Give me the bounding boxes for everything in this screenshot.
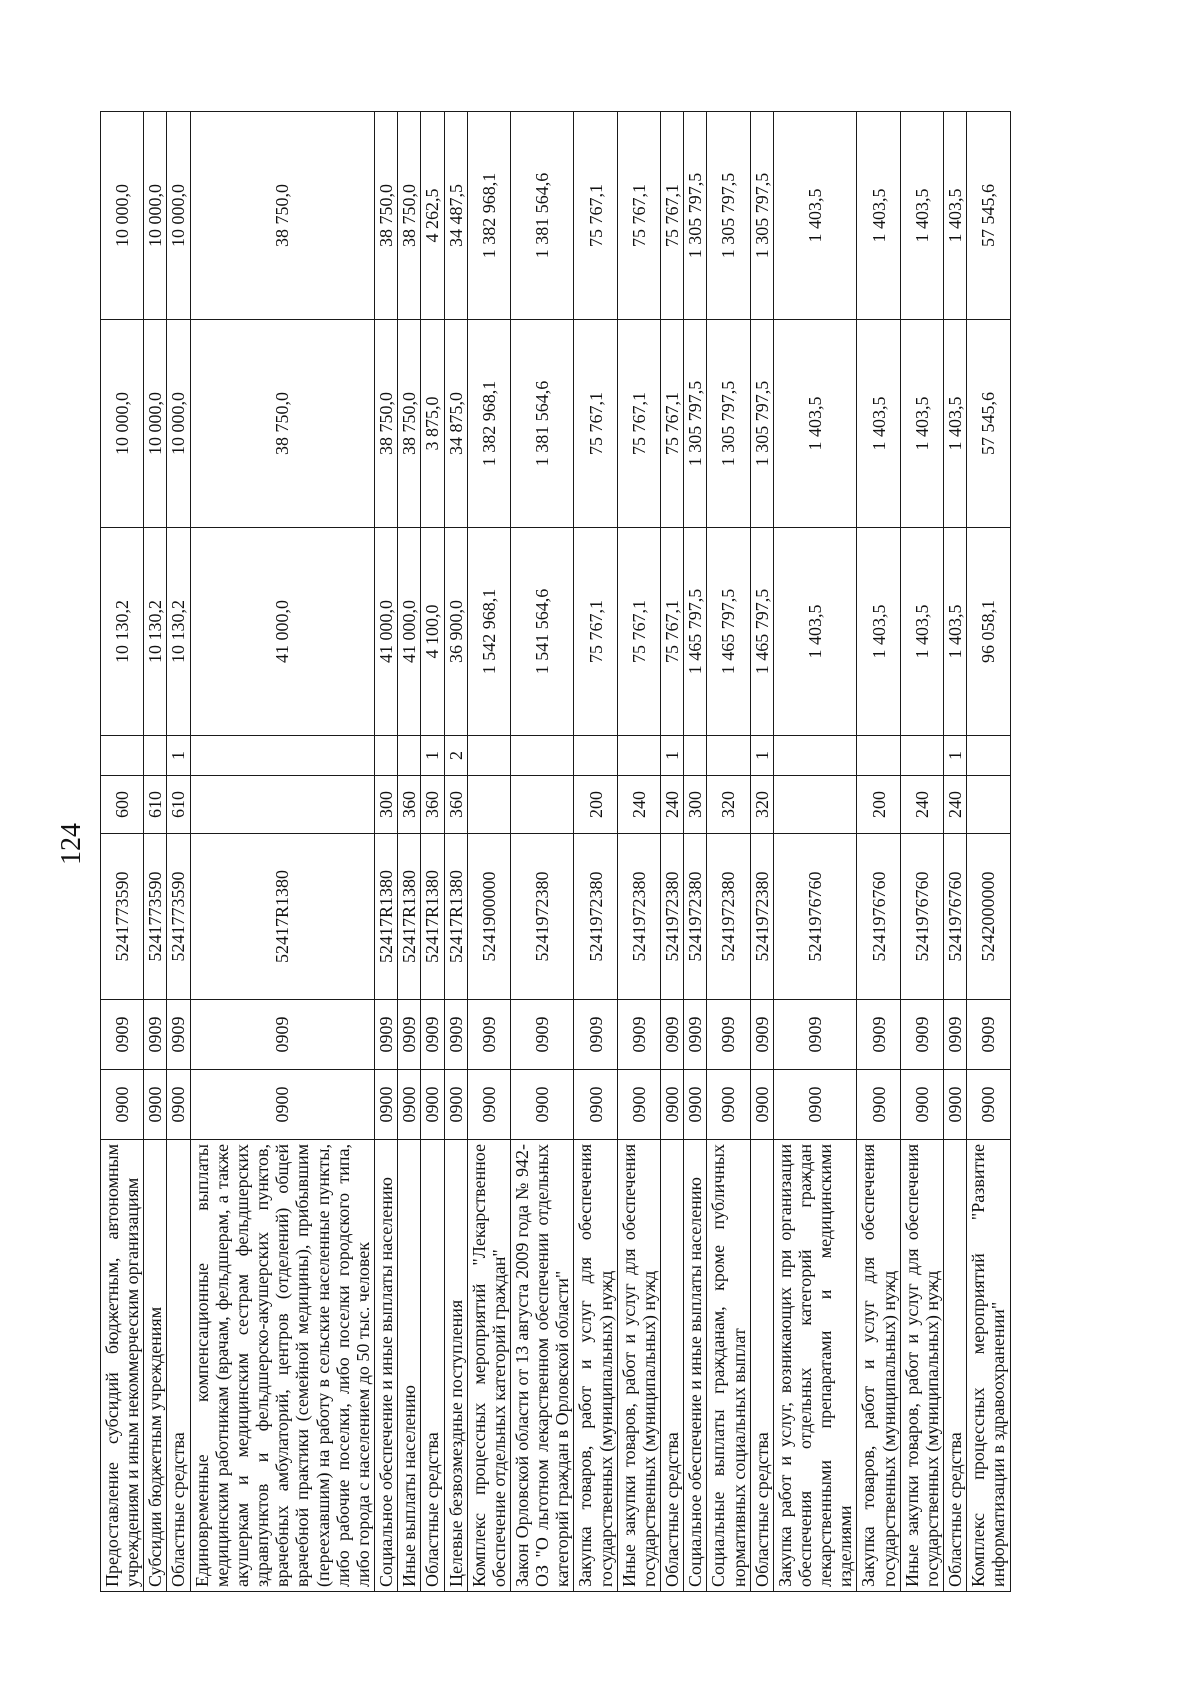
- expense-type-code-cell: 360: [444, 776, 467, 834]
- funding-source-cell: [467, 736, 510, 776]
- amount-year3-cell: 10 000,0: [144, 112, 167, 320]
- table-row: [661, 112, 684, 1592]
- row-name-cell: Закупка товаров, работ и услуг для обеспечения государственных (муниципальных) нужд: [857, 1140, 900, 1592]
- section-code-cell: 0900: [661, 1070, 684, 1140]
- expense-type-code-cell: 610: [144, 776, 167, 834]
- expense-type-code-cell: 200: [574, 776, 617, 834]
- amount-year3-cell: 4 262,5: [421, 112, 444, 320]
- expense-type-code-cell: 300: [375, 776, 398, 834]
- amount-year3-cell: 1 305 797,5: [684, 112, 707, 320]
- target-item-code-cell: 5241773590: [167, 834, 190, 1000]
- target-item-code-cell: 5241976760: [773, 834, 857, 1000]
- section-code-cell: 0900: [617, 1070, 660, 1140]
- table-row: [144, 112, 167, 1592]
- subsection-code-cell: 0909: [375, 1000, 398, 1070]
- expense-type-code-cell: [190, 776, 374, 834]
- section-code-cell: 0900: [190, 1070, 374, 1140]
- amount-year2-cell: 10 000,0: [101, 320, 144, 528]
- target-item-code-cell: 52417R1380: [444, 834, 467, 1000]
- subsection-code-cell: 0909: [101, 1000, 144, 1070]
- expense-type-code-cell: 240: [617, 776, 660, 834]
- target-item-code-cell: 52417R1380: [421, 834, 444, 1000]
- amount-year3-cell: 1 381 564,6: [510, 112, 573, 320]
- page-number: 124: [56, 823, 87, 865]
- row-name-cell: Предоставление субсидий бюджетным, автономным учреждениям и иным некоммерческим организациям: [101, 1140, 144, 1592]
- section-code-cell: 0900: [574, 1070, 617, 1140]
- subsection-code-cell: 0909: [398, 1000, 421, 1070]
- amount-year3-cell: 1 403,5: [900, 112, 943, 320]
- section-code-cell: 0900: [444, 1070, 467, 1140]
- target-item-code-cell: 5241972380: [684, 834, 707, 1000]
- section-code-cell: 0900: [967, 1070, 1010, 1140]
- amount-year1-cell: 36 900,0: [444, 528, 467, 736]
- target-item-code-cell: 5241976760: [944, 834, 967, 1000]
- funding-source-cell: [967, 736, 1010, 776]
- row-name-cell: Иные закупки товаров, работ и услуг для обеспечения государственных (муниципальных) нужд: [900, 1140, 943, 1592]
- target-item-code-cell: 5241972380: [750, 834, 773, 1000]
- row-name-cell: Субсидии бюджетным учреждениям: [144, 1140, 167, 1592]
- row-name-cell: Единовременные компенсационные выплаты медицинским работникам (врачам, фельдшерам, а также акушеркам и медицинским сестрам фельдшерских здравпунктов и фельдшерско-акушерских пунктов, врачебных амбулаторий, центров (отделений) общей врачебной практики (семейной медицины), прибывшим (переехавшим) на работу в сельские населенные пункты, либо рабочие поселки, либо поселки городского типа, либо города с населением до 50 тыс. человек: [190, 1140, 374, 1592]
- expense-type-code-cell: 320: [750, 776, 773, 834]
- row-name-cell: Закон Орловской области от 13 августа 2009 года № 942-ОЗ "О льготном лекарственном обеспечении отдельных категорий граждан в Орловской области": [510, 1140, 573, 1592]
- funding-source-cell: [375, 736, 398, 776]
- section-code-cell: 0900: [398, 1070, 421, 1140]
- funding-source-cell: 1: [750, 736, 773, 776]
- table-row: [750, 112, 773, 1592]
- amount-year3-cell: 1 403,5: [773, 112, 857, 320]
- table-row: [617, 112, 660, 1592]
- amount-year1-cell: 75 767,1: [661, 528, 684, 736]
- amount-year2-cell: 75 767,1: [661, 320, 684, 528]
- subsection-code-cell: 0909: [510, 1000, 573, 1070]
- row-name-cell: Социальное обеспечение и иные выплаты населению: [375, 1140, 398, 1592]
- table-row: [574, 112, 617, 1592]
- amount-year1-cell: 41 000,0: [190, 528, 374, 736]
- target-item-code-cell: 5241976760: [900, 834, 943, 1000]
- section-code-cell: 0900: [167, 1070, 190, 1140]
- subsection-code-cell: 0909: [857, 1000, 900, 1070]
- target-item-code-cell: 5241972380: [617, 834, 660, 1000]
- amount-year3-cell: 10 000,0: [167, 112, 190, 320]
- row-name-cell: Областные средства: [167, 1140, 190, 1592]
- expense-type-code-cell: 320: [707, 776, 750, 834]
- section-code-cell: 0900: [900, 1070, 943, 1140]
- subsection-code-cell: 0909: [707, 1000, 750, 1070]
- amount-year3-cell: 75 767,1: [574, 112, 617, 320]
- amount-year2-cell: 75 767,1: [574, 320, 617, 528]
- subsection-code-cell: 0909: [944, 1000, 967, 1070]
- funding-source-cell: [684, 736, 707, 776]
- amount-year1-cell: 4 100,0: [421, 528, 444, 736]
- section-code-cell: 0900: [773, 1070, 857, 1140]
- funding-source-cell: 1: [167, 736, 190, 776]
- target-item-code-cell: 5241972380: [574, 834, 617, 1000]
- row-name-cell: Закупка товаров, работ и услуг для обеспечения государственных (муниципальных) нужд: [574, 1140, 617, 1592]
- target-item-code-cell: 5241773590: [144, 834, 167, 1000]
- amount-year1-cell: 75 767,1: [574, 528, 617, 736]
- expense-type-code-cell: [510, 776, 573, 834]
- amount-year1-cell: 10 130,2: [144, 528, 167, 736]
- amount-year3-cell: 1 382 968,1: [467, 112, 510, 320]
- expense-type-code-cell: 360: [398, 776, 421, 834]
- table-row: [857, 112, 900, 1592]
- section-code-cell: 0900: [101, 1070, 144, 1140]
- expense-type-code-cell: 300: [684, 776, 707, 834]
- amount-year2-cell: 1 403,5: [900, 320, 943, 528]
- amount-year2-cell: 10 000,0: [167, 320, 190, 528]
- amount-year2-cell: 1 381 564,6: [510, 320, 573, 528]
- amount-year1-cell: 1 465 797,5: [707, 528, 750, 736]
- target-item-code-cell: 5241773590: [101, 834, 144, 1000]
- funding-source-cell: 2: [444, 736, 467, 776]
- subsection-code-cell: 0909: [167, 1000, 190, 1070]
- amount-year1-cell: 1 542 968,1: [467, 528, 510, 736]
- subsection-code-cell: 0909: [617, 1000, 660, 1070]
- amount-year3-cell: 10 000,0: [101, 112, 144, 320]
- subsection-code-cell: 0909: [190, 1000, 374, 1070]
- amount-year1-cell: 1 403,5: [773, 528, 857, 736]
- subsection-code-cell: 0909: [900, 1000, 943, 1070]
- amount-year3-cell: 1 403,5: [857, 112, 900, 320]
- funding-source-cell: [190, 736, 374, 776]
- expense-type-code-cell: 240: [661, 776, 684, 834]
- amount-year2-cell: 1 403,5: [773, 320, 857, 528]
- amount-year3-cell: 38 750,0: [398, 112, 421, 320]
- table-row: [444, 112, 467, 1592]
- subsection-code-cell: 0909: [144, 1000, 167, 1070]
- expense-type-code-cell: 600: [101, 776, 144, 834]
- row-name-cell: Областные средства: [421, 1140, 444, 1592]
- amount-year2-cell: 1 403,5: [944, 320, 967, 528]
- amount-year3-cell: 57 545,6: [967, 112, 1010, 320]
- table-row: [398, 112, 421, 1592]
- subsection-code-cell: 0909: [684, 1000, 707, 1070]
- amount-year2-cell: 38 750,0: [375, 320, 398, 528]
- expense-type-code-cell: 200: [857, 776, 900, 834]
- amount-year1-cell: 75 767,1: [617, 528, 660, 736]
- table-row: [773, 112, 857, 1592]
- section-code-cell: 0900: [421, 1070, 444, 1140]
- amount-year1-cell: 10 130,2: [167, 528, 190, 736]
- table-row: [967, 112, 1010, 1592]
- section-code-cell: 0900: [510, 1070, 573, 1140]
- amount-year2-cell: 1 305 797,5: [684, 320, 707, 528]
- expense-type-code-cell: 240: [900, 776, 943, 834]
- amount-year2-cell: 1 305 797,5: [707, 320, 750, 528]
- amount-year1-cell: 41 000,0: [398, 528, 421, 736]
- amount-year1-cell: 96 058,1: [967, 528, 1010, 736]
- amount-year1-cell: 1 403,5: [900, 528, 943, 736]
- funding-source-cell: [773, 736, 857, 776]
- target-item-code-cell: 5241972380: [661, 834, 684, 1000]
- amount-year1-cell: 1 465 797,5: [750, 528, 773, 736]
- row-name-cell: Областные средства: [661, 1140, 684, 1592]
- table-row: [944, 112, 967, 1592]
- funding-source-cell: [857, 736, 900, 776]
- amount-year3-cell: 75 767,1: [661, 112, 684, 320]
- rotated-table-container: [100, 112, 1180, 1592]
- amount-year2-cell: 57 545,6: [967, 320, 1010, 528]
- funding-source-cell: [510, 736, 573, 776]
- amount-year2-cell: 38 750,0: [190, 320, 374, 528]
- subsection-code-cell: 0909: [574, 1000, 617, 1070]
- section-code-cell: 0900: [707, 1070, 750, 1140]
- expense-type-code-cell: 610: [167, 776, 190, 834]
- subsection-code-cell: 0909: [773, 1000, 857, 1070]
- row-name-cell: Закупка работ и услуг, возникающих при организации обеспечения отдельных категорий граждан лекарственными препаратами и медицинскими изделиями: [773, 1140, 857, 1592]
- amount-year3-cell: 38 750,0: [190, 112, 374, 320]
- expense-type-code-cell: [467, 776, 510, 834]
- funding-source-cell: [398, 736, 421, 776]
- amount-year2-cell: 1 403,5: [857, 320, 900, 528]
- section-code-cell: 0900: [144, 1070, 167, 1140]
- amount-year2-cell: 3 875,0: [421, 320, 444, 528]
- subsection-code-cell: 0909: [967, 1000, 1010, 1070]
- amount-year3-cell: 38 750,0: [375, 112, 398, 320]
- section-code-cell: 0900: [684, 1070, 707, 1140]
- section-code-cell: 0900: [857, 1070, 900, 1140]
- section-code-cell: 0900: [944, 1070, 967, 1140]
- row-name-cell: Комплекс процессных мероприятий "Развитие информатизации в здравоохранении": [967, 1140, 1010, 1592]
- amount-year1-cell: 1 541 564,6: [510, 528, 573, 736]
- amount-year3-cell: 75 767,1: [617, 112, 660, 320]
- expense-type-code-cell: [967, 776, 1010, 834]
- target-item-code-cell: 52417R1380: [190, 834, 374, 1000]
- amount-year3-cell: 1 403,5: [944, 112, 967, 320]
- target-item-code-cell: 52417R1380: [375, 834, 398, 1000]
- funding-source-cell: [144, 736, 167, 776]
- funding-source-cell: 1: [944, 736, 967, 776]
- amount-year2-cell: 38 750,0: [398, 320, 421, 528]
- section-code-cell: 0900: [467, 1070, 510, 1140]
- amount-year3-cell: 1 305 797,5: [750, 112, 773, 320]
- amount-year2-cell: 1 305 797,5: [750, 320, 773, 528]
- target-item-code-cell: 52417R1380: [398, 834, 421, 1000]
- expense-type-code-cell: 240: [944, 776, 967, 834]
- table-row: [684, 112, 707, 1592]
- row-name-cell: Социальные выплаты гражданам, кроме публичных нормативных социальных выплат: [707, 1140, 750, 1592]
- target-item-code-cell: 5241900000: [467, 834, 510, 1000]
- amount-year3-cell: 1 305 797,5: [707, 112, 750, 320]
- table-row: [167, 112, 190, 1592]
- amount-year1-cell: 1 465 797,5: [684, 528, 707, 736]
- row-name-cell: Иные закупки товаров, работ и услуг для обеспечения государственных (муниципальных) нужд: [617, 1140, 660, 1592]
- funding-source-cell: [101, 736, 144, 776]
- budget-table: [100, 111, 1011, 1592]
- subsection-code-cell: 0909: [750, 1000, 773, 1070]
- row-name-cell: Социальное обеспечение и иные выплаты населению: [684, 1140, 707, 1592]
- amount-year1-cell: 1 403,5: [857, 528, 900, 736]
- expense-type-code-cell: 360: [421, 776, 444, 834]
- target-item-code-cell: 5242000000: [967, 834, 1010, 1000]
- amount-year2-cell: 34 875,0: [444, 320, 467, 528]
- expense-type-code-cell: [773, 776, 857, 834]
- amount-year2-cell: 75 767,1: [617, 320, 660, 528]
- section-code-cell: 0900: [375, 1070, 398, 1140]
- table-row: [190, 112, 374, 1592]
- subsection-code-cell: 0909: [421, 1000, 444, 1070]
- row-name-cell: Комплекс процессных мероприятий "Лекарственное обеспечение отдельных категорий граждан": [467, 1140, 510, 1592]
- section-code-cell: 0900: [750, 1070, 773, 1140]
- amount-year1-cell: 41 000,0: [375, 528, 398, 736]
- row-name-cell: Областные средства: [750, 1140, 773, 1592]
- funding-source-cell: [900, 736, 943, 776]
- amount-year3-cell: 34 487,5: [444, 112, 467, 320]
- subsection-code-cell: 0909: [444, 1000, 467, 1070]
- funding-source-cell: 1: [661, 736, 684, 776]
- table-row: [510, 112, 573, 1592]
- funding-source-cell: [707, 736, 750, 776]
- row-name-cell: Иные выплаты населению: [398, 1140, 421, 1592]
- funding-source-cell: 1: [421, 736, 444, 776]
- table-row: [707, 112, 750, 1592]
- table-row: [421, 112, 444, 1592]
- table-row: [467, 112, 510, 1592]
- table-row: [101, 112, 144, 1592]
- target-item-code-cell: 5241972380: [510, 834, 573, 1000]
- amount-year1-cell: 10 130,2: [101, 528, 144, 736]
- subsection-code-cell: 0909: [661, 1000, 684, 1070]
- budget-table-body: [101, 112, 1011, 1592]
- target-item-code-cell: 5241972380: [707, 834, 750, 1000]
- target-item-code-cell: 5241976760: [857, 834, 900, 1000]
- row-name-cell: Областные средства: [944, 1140, 967, 1592]
- subsection-code-cell: 0909: [467, 1000, 510, 1070]
- funding-source-cell: [574, 736, 617, 776]
- amount-year1-cell: 1 403,5: [944, 528, 967, 736]
- amount-year2-cell: 10 000,0: [144, 320, 167, 528]
- amount-year2-cell: 1 382 968,1: [467, 320, 510, 528]
- table-row: [900, 112, 943, 1592]
- funding-source-cell: [617, 736, 660, 776]
- row-name-cell: Целевые безвозмездные поступления: [444, 1140, 467, 1592]
- table-row: [375, 112, 398, 1592]
